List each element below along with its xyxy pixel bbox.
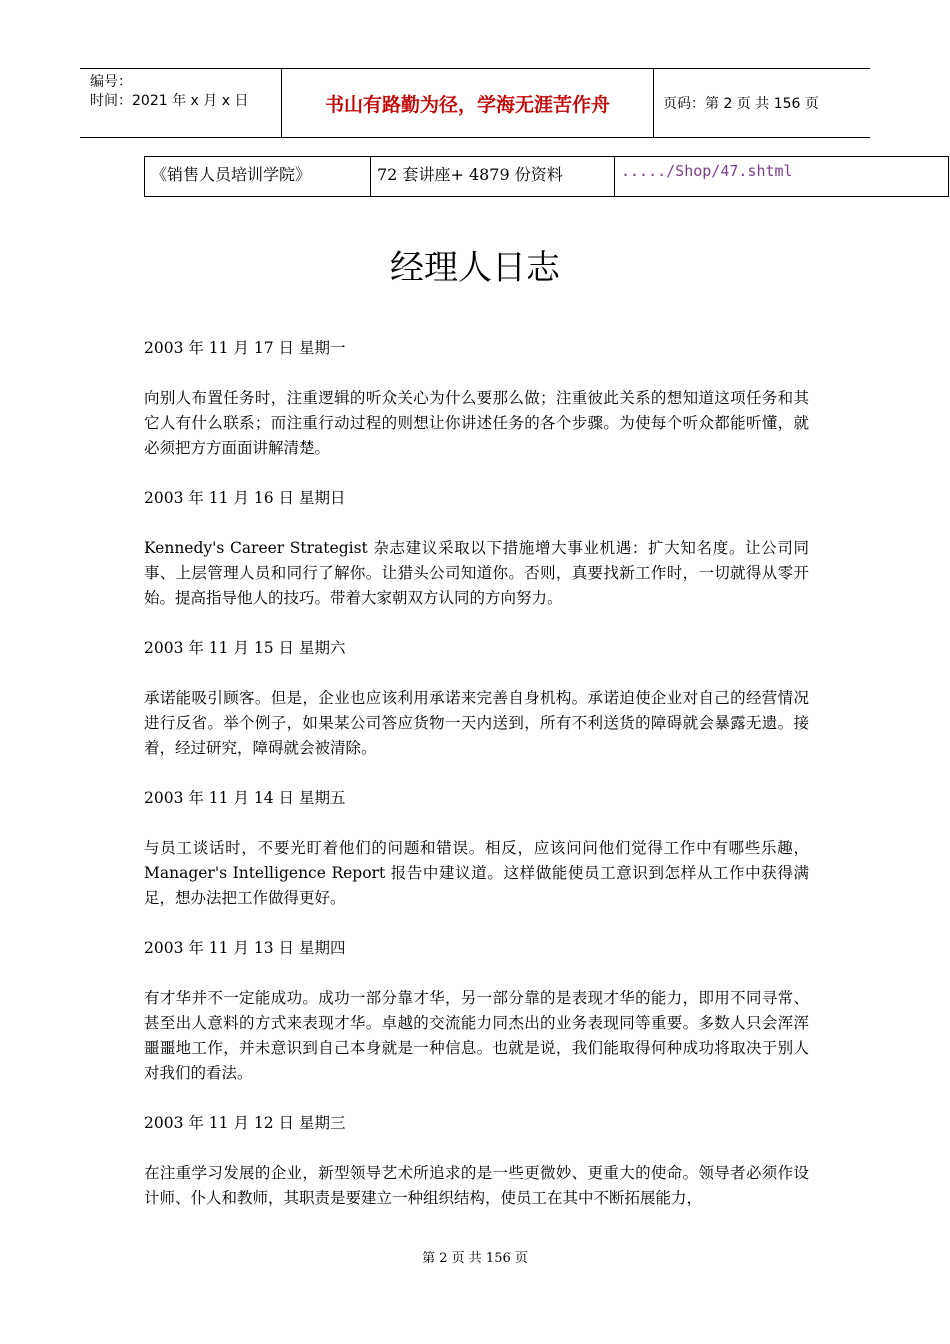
header-slogan: 书山有路勤为径，学海无涯苦作舟 bbox=[324, 93, 610, 116]
document-title: 经理人日志 bbox=[390, 248, 560, 288]
entry-text: 承诺能吸引顾客。但是，企业也应该利用承诺来完善自身机构。承诺迫使企业对自己的经营情况进行反省。举个例子，如果某公司答应货物一天内送到，所有不利送货的障碍就会暴露无遗。接着，经过研究，障碍就会被清除。 bbox=[144, 689, 809, 757]
ad-cell-training: 《销售人员培训学院》 bbox=[145, 157, 371, 196]
entry-date: 2003 年 11 月 13 日 星期四 bbox=[144, 939, 346, 957]
header-slogan-cell bbox=[281, 69, 654, 137]
ad-cell-resources: 72 套讲座+ 4879 份资料 bbox=[371, 157, 615, 196]
ad-table bbox=[144, 156, 949, 197]
header-meta bbox=[80, 69, 281, 137]
time-label: 时间：2021 年 x 月 x 日 bbox=[90, 93, 249, 109]
ad-link[interactable]: ...../Shop/47.shtml bbox=[621, 162, 793, 180]
entry-date: 2003 年 11 月 12 日 星期三 bbox=[144, 1114, 346, 1132]
page-footer: 第 2 页 共 156 页 bbox=[422, 1251, 528, 1266]
entry-date: 2003 年 11 月 16 日 星期日 bbox=[144, 489, 346, 507]
entry-text: Kennedy's Career Strategist 杂志建议采取以下措施增大事业机遇：扩大知名度。让公司同事、上层管理人员和同行了解你。让猎头公司知道你。否则，真要找新工作时，一切就得从零开始。提高指导他人的技巧。带着大家朝双方认同的方向努力。 bbox=[144, 539, 809, 607]
entry-text: 有才华并不一定能成功。成功一部分靠才华，另一部分靠的是表现才华的能力，即用不同寻常、甚至出人意料的方式来表现才华。卓越的交流能力同杰出的业务表现同等重要。多数人只会浑浑噩噩地工作，并未意识到自己本身就是一种信息。也就是说，我们能取得何种成功将取决于别人对我们的看法。 bbox=[144, 989, 809, 1082]
entry-text: 在注重学习发展的企业，新型领导艺术所追求的是一些更微妙、更重大的使命。领导者必须作设计师、仆人和教师，其职责是要建立一种组织结构，使员工在其中不断拓展能力， bbox=[144, 1164, 809, 1207]
entry-date: 2003 年 11 月 15 日 星期六 bbox=[144, 639, 346, 657]
entry-date: 2003 年 11 月 14 日 星期五 bbox=[144, 789, 346, 807]
header-page-info: 页码：第 2 页 共 156 页 bbox=[663, 96, 819, 112]
entry-date: 2003 年 11 月 17 日 星期一 bbox=[144, 339, 346, 357]
document-header bbox=[80, 68, 870, 138]
number-label: 编号： bbox=[90, 74, 132, 90]
journal-content bbox=[144, 336, 809, 1236]
entry-text: 向别人布置任务时，注重逻辑的听众关心为什么要那么做；注重彼此关系的想知道这项任务和其它人有什么联系；而注重行动过程的则想让你讲述任务的各个步骤。为使每个听众都能听懂，就必须把方方面面讲解清楚。 bbox=[144, 389, 809, 457]
entry-text: 与员工谈话时，不要光盯着他们的问题和错误。相反，应该问问他们觉得工作中有哪些乐趣，Manager's Intelligence Report 报告中建议道。这样做能使员工意识到怎样从工作中获得满足，想办法把工作做得更好。 bbox=[144, 839, 809, 907]
